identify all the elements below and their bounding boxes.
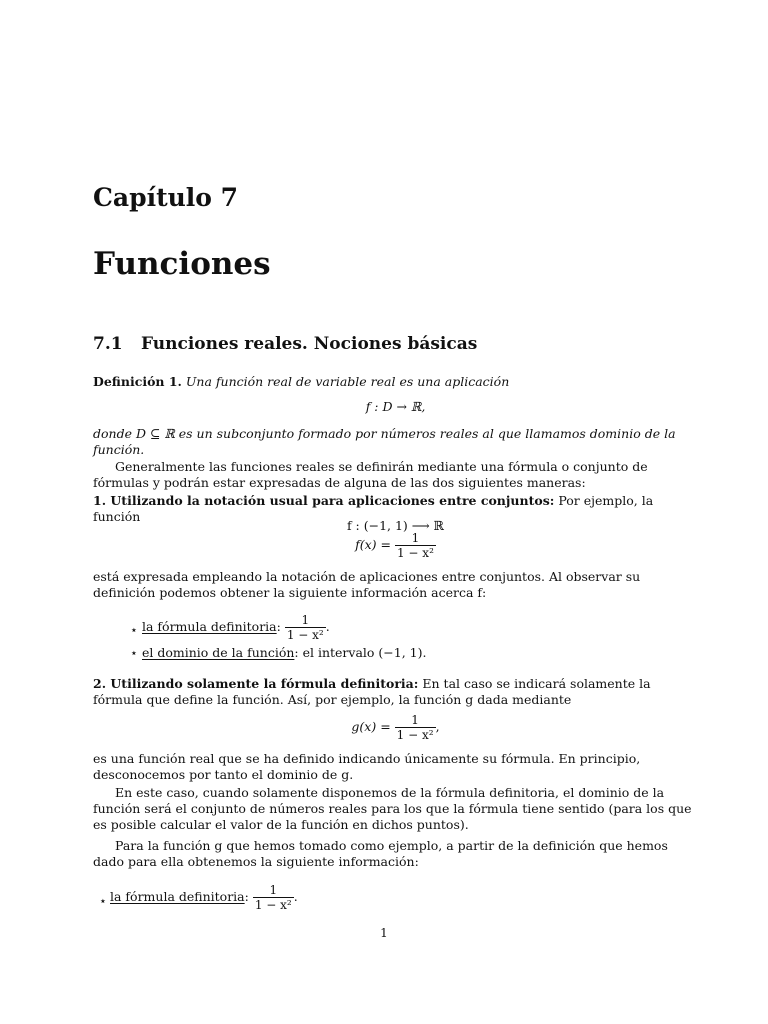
bullet-label: el dominio de la función xyxy=(142,645,295,660)
item2-fraction xyxy=(395,713,436,742)
bullet-fraction xyxy=(285,613,326,642)
bullet-star-icon: ⋆ xyxy=(130,645,138,660)
bullet-end: . xyxy=(293,889,298,904)
fraction-numerator: 1 xyxy=(411,531,420,545)
item1-formula-line1: f : (−1, 1) ⟶ ℝ xyxy=(346,518,445,533)
item2-after: es una función real que se ha definido indicando únicamente su fórmula. En principio, desconocemos por tanto el dominio de g. xyxy=(93,751,641,782)
item1-fraction xyxy=(395,531,436,560)
bullet-separator: : xyxy=(244,889,249,904)
bullet-label: la fórmula definitoria xyxy=(110,889,245,904)
fraction-denominator: 1 − x² xyxy=(286,628,324,642)
definition-formula: f : D → ℝ, xyxy=(365,399,426,414)
item2-text: En tal caso se indicará solamente la fórmula que define la función. Así, por ejemplo, la función g dada mediante xyxy=(93,676,651,707)
item1-text: Por ejemplo, la función xyxy=(93,493,654,524)
bullet-star-icon: ⋆ xyxy=(130,622,138,637)
formula-end: , xyxy=(435,719,440,734)
bullet-fraction xyxy=(253,883,294,912)
fraction-numerator: 1 xyxy=(269,883,278,897)
intro-paragraph: Generalmente las funciones reales se definirán mediante una fórmula o conjunto de fórmulas y podrán estar expresadas de alguna de las dos siguientes maneras: xyxy=(93,459,648,490)
bullet-star-icon: ⋆ xyxy=(99,893,107,908)
fraction-denominator: 1 − x² xyxy=(254,898,292,912)
item2-para3: Para la función g que hemos tomado como ejemplo, a partir de la definición que hemos dado para ella obtenemos la siguiente información: xyxy=(93,838,668,869)
page-number: 1 xyxy=(380,926,388,940)
item2-formula-lhs: g(x) = xyxy=(351,719,391,734)
item1-formula-lhs: f(x) = xyxy=(355,537,391,552)
chapter-label: Capítulo 7 xyxy=(93,183,239,212)
bullet-text: : el intervalo (−1, 1). xyxy=(294,645,427,660)
item1-after: está expresada empleando la notación de aplicaciones entre conjuntos. Al observar su definición podemos obtener la siguiente información acerca f: xyxy=(93,569,641,600)
fraction-denominator: 1 − x² xyxy=(396,728,434,742)
item2-formula xyxy=(93,713,698,742)
item2-para2: En este caso, cuando solamente disponemos de la fórmula definitoria, el dominio de la función será el conjunto de números reales para los que la fórmula tiene sentido (para los que es posible calcular el valor de la función en dichos puntos). xyxy=(93,785,692,832)
bullet-end: . xyxy=(325,619,330,634)
section-title: Funciones reales. Nociones básicas xyxy=(141,334,478,354)
fraction-numerator: 1 xyxy=(411,713,419,727)
item2-heading: 2. Utilizando solamente la fórmula definitoria: xyxy=(93,676,419,691)
fraction-numerator: 1 xyxy=(301,613,310,627)
item1-heading: 1. Utilizando la notación usual para aplicaciones entre conjuntos: xyxy=(93,493,555,508)
chapter-title: Funciones xyxy=(93,246,271,282)
item1-bullet-domain xyxy=(142,645,747,661)
definition-continuation: donde D ⊆ ℝ es un subconjunto formado por números reales al que llamamos dominio de la función. xyxy=(93,426,676,457)
definition xyxy=(93,374,698,390)
item1-formula-line2 xyxy=(93,531,698,560)
fraction-denominator: 1 − x² xyxy=(396,546,434,560)
definition-label: Definición 1. xyxy=(93,374,182,389)
section-heading xyxy=(93,334,698,354)
bullet-label: la fórmula definitoria xyxy=(142,619,277,634)
section-number: 7.1 xyxy=(93,334,123,354)
item2-paragraph xyxy=(93,676,698,708)
bullet-separator: : xyxy=(276,619,281,634)
item2-bullet-formula xyxy=(110,883,715,912)
item1-bullet-formula xyxy=(142,613,747,642)
definition-text: Una función real de variable real es una aplicación xyxy=(185,374,510,389)
